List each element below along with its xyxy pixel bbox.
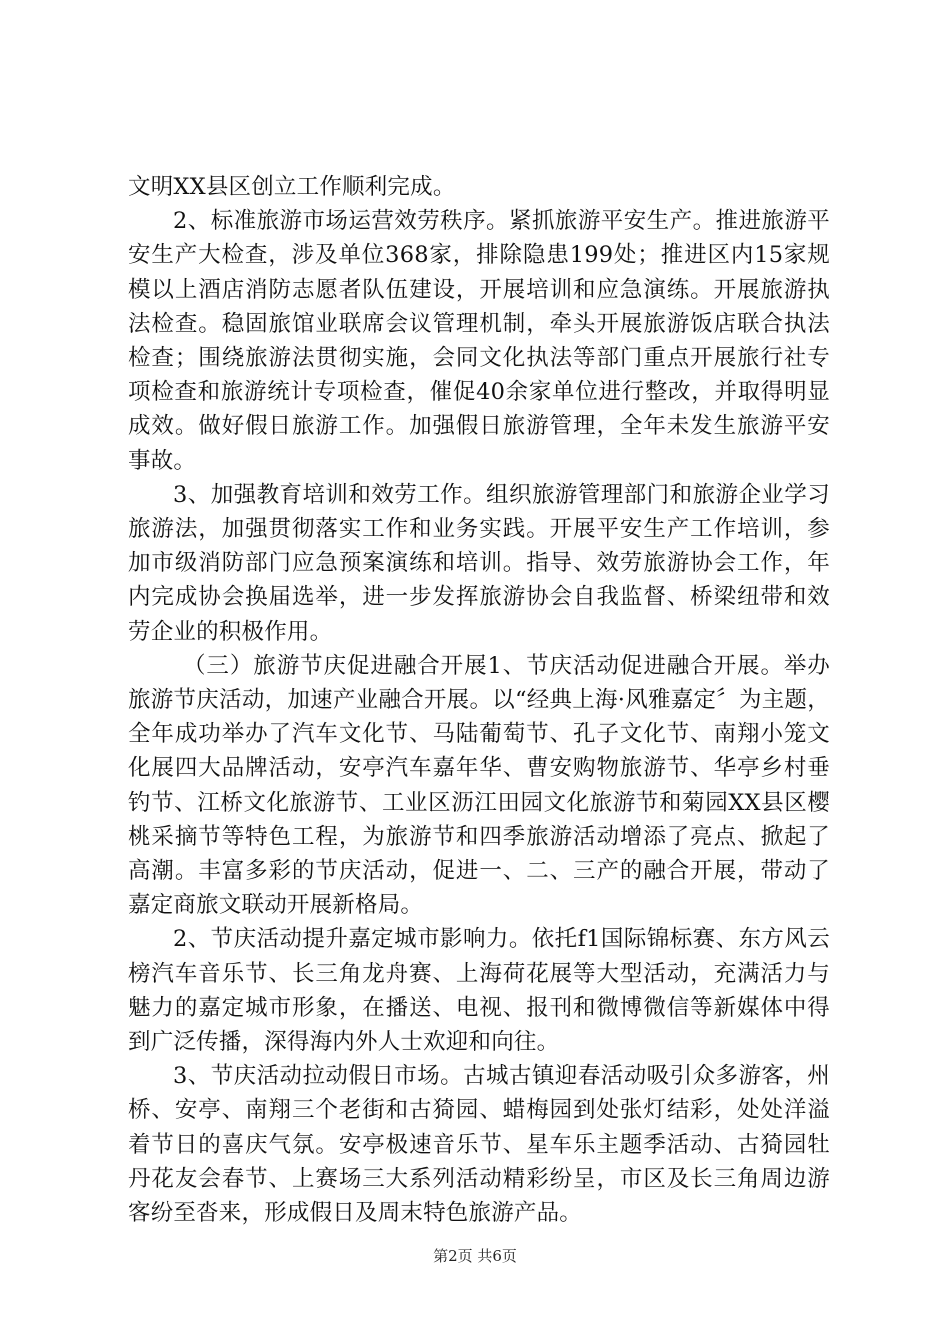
paragraph-training: 3、加强教育培训和效劳工作。组织旅游管理部门和旅游企业学习旅游法，加强贯彻落实工作和业务实践。开展平安生产工作培训，参加市级消防部门应急预案演练和培训。指导、效劳旅游协会工作，年内完成协会换届选举，进一步发挥旅游协会自我监督、桥梁纽带和效劳企业的积极作用。 bbox=[128, 481, 830, 645]
page-number-footer: 第2页 共6页 bbox=[433, 1247, 517, 1265]
document-body bbox=[128, 170, 830, 1230]
paragraph-market-order: 2、标准旅游市场运营效劳秩序。紧抓旅游平安生产。推进旅游平安生产大检查，涉及单位368家，排除隐患199处；推进区内15家规模以上酒店消防志愿者队伍建设，开展培训和应急演练。开展旅游执法检查。稳固旅馆业联席会议管理机制，牵头开展旅游饭店联合执法检查；围绕旅游法贯彻实施，会同文化执法等部门重点开展旅行社专项检查和旅游统计专项检查，催促40余家单位进行整改，并取得明显成效。做好假日旅游工作。加强假日旅游管理，全年未发生旅游平安事故。 bbox=[128, 208, 830, 474]
paragraph-festivals: （三）旅游节庆促进融合开展1、节庆活动促进融合开展。举办旅游节庆活动，加速产业融合开展。以“经典上海·风雅嘉定〞为主题，全年成功举办了汽车文化节、马陆葡萄节、孔子文化节、南翔小笼文化展四大品牌活动，安亭汽车嘉年华、曹安购物旅游节、华亭乡村垂钓节、江桥文化旅游节、工业区沥江田园文化旅游节和菊园XX县区樱桃采摘节等特色工程，为旅游节和四季旅游活动增添了亮点、掀起了高潮。丰富多彩的节庆活动，促进一、二、三产的融合开展，带动了嘉定商旅文联动开展新格局。 bbox=[128, 652, 830, 919]
paragraph-continuation: 文明XX县区创立工作顺利完成。 bbox=[128, 174, 456, 200]
paragraph-city-influence: 2、节庆活动提升嘉定城市影响力。依托f1国际锦标赛、东方风云榜汽车音乐节、长三角龙舟赛、上海荷花展等大型活动，充满活力与魅力的嘉定城市形象，在播送、电视、报刊和微博微信等新媒体中得到广泛传播，深得海内外人士欢迎和向往。 bbox=[128, 926, 830, 1056]
paragraph-holiday-market: 3、节庆活动拉动假日市场。古城古镇迎春活动吸引众多游客，州桥、安亭、南翔三个老街和古猗园、蜡梅园到处张灯结彩，处处洋溢着节日的喜庆气氛。安亭极速音乐节、星车乐主题季活动、古猗园牡丹花友会春节、上赛场三大系列活动精彩纷呈，市区及长三角周边游客纷至沓来，形成假日及周末特色旅游产品。 bbox=[128, 1063, 830, 1227]
